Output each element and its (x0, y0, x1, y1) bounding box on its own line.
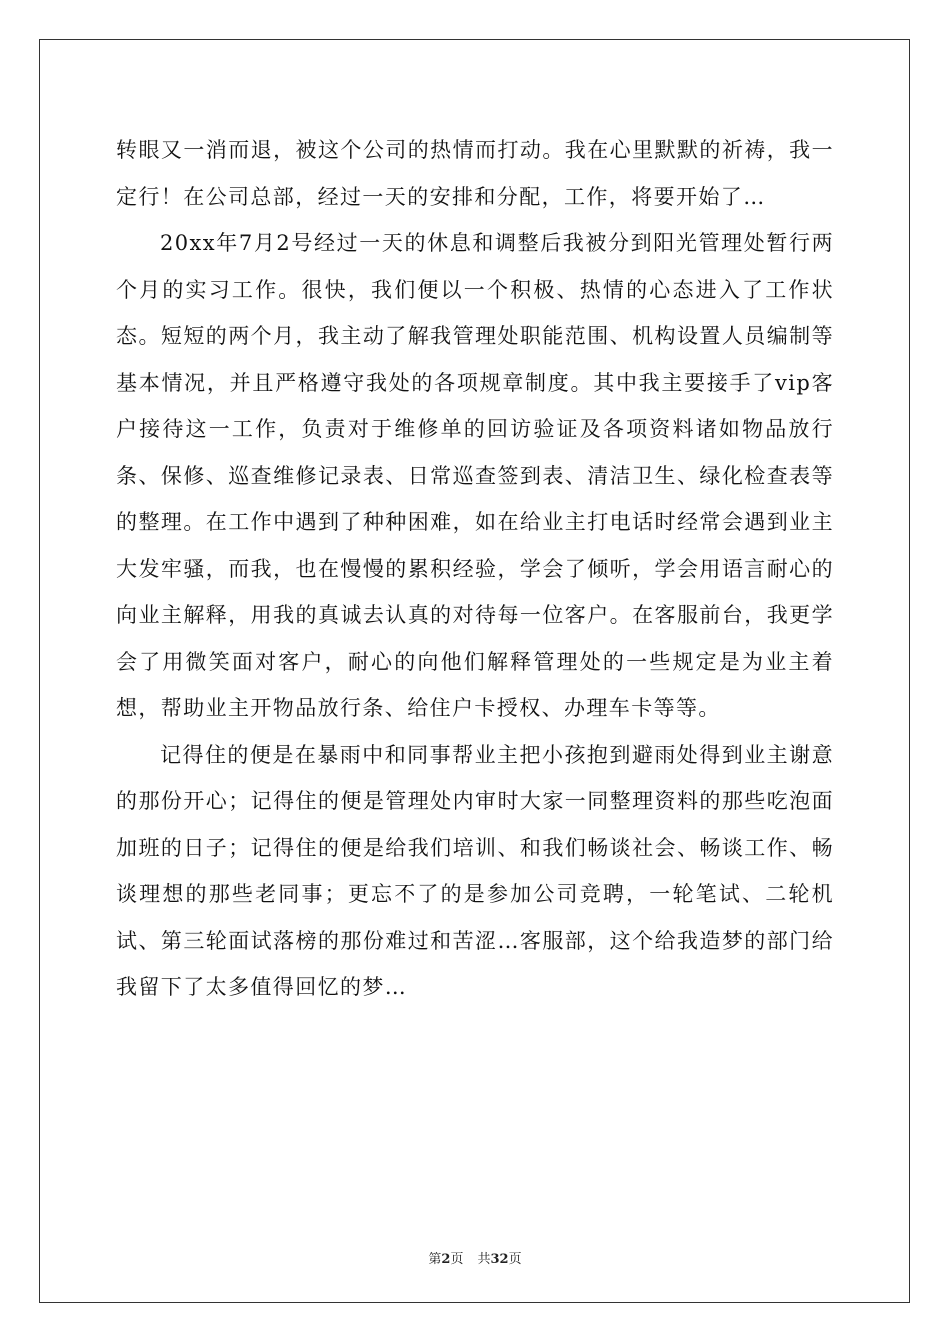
total-prefix: 共 (477, 1252, 491, 1267)
page-footer (0, 1248, 950, 1267)
paragraph-2: 20xx年7月2号经过一天的休息和调整后我被分到阳光管理处暂行两个月的实习工作。很快，我们便以一个积极、热情的心态进入了工作状态。短短的两个月，我主动了解我管理处职能范围、机构设置人员编制等基本情况，并且严格遵守我处的各项规章制度。其中我主要接手了vip客户接待这一工作，负责对于维修单的回访验证及各项资料诸如物品放行条、保修、巡查维修记录表、日常巡查签到表、清洁卫生、绿化检查表等的整理。在工作中遇到了种种困难，如在给业主打电话时经常会遇到业主大发牢骚，而我，也在慢慢的累积经验，学会了倾听，学会用语言耐心的向业主解释，用我的真诚去认真的对待每一位客户。在客服前台，我更学会了用微笑面对客户，耐心的向他们解释管理处的一些规定是为业主着想，帮助业主开物品放行条、给住户卡授权、办理车卡等等。 (116, 231, 834, 720)
document-body (116, 127, 834, 1011)
total-suffix: 页 (508, 1252, 522, 1267)
paragraph-1: 转眼又一消而退，被这个公司的热情而打动。我在心里默默的祈祷，我一定行！在公司总部，经过一天的安排和分配，工作，将要开始了… (116, 138, 834, 209)
page-number: 2 (441, 1252, 451, 1267)
total-pages: 32 (490, 1252, 509, 1267)
page-prefix: 第 (428, 1252, 442, 1267)
page-suffix: 页 (450, 1252, 464, 1267)
paragraph-3: 记得住的便是在暴雨中和同事帮业主把小孩抱到避雨处得到业主谢意的那份开心；记得住的便是管理处内审时大家一同整理资料的那些吃泡面加班的日子；记得住的便是给我们培训、和我们畅谈社会、畅谈工作、畅谈理想的那些老同事；更忘不了的是参加公司竞聘，一轮笔试、二轮机试、第三轮面试落榜的那份难过和苦涩…客服部，这个给我造梦的部门给我留下了太多值得回忆的梦… (116, 742, 834, 999)
